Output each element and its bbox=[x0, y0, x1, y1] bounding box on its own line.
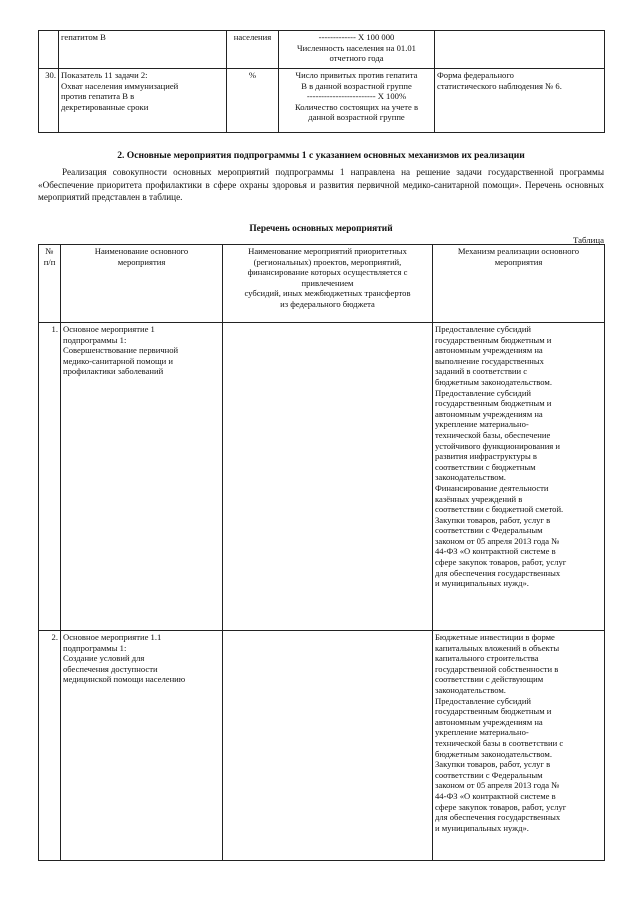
projects-cell bbox=[223, 631, 433, 861]
measures-table bbox=[38, 244, 605, 861]
unit-cell: населения bbox=[227, 31, 279, 69]
mechanism-cell: Предоставление субсидий государственным бюджетным и автономным учреждениям на выполнение государственных заданий в соответствии с бюджетным законодательством. Предоставление субсидий государственным бюджетным и автономным учреждениям на укрепление материально- технической базы, обеспечение устойчивого функционирования и развития инфраструктуры в соответствии с бюджетным законодательством. Финансирование деятельности казённых учреждений в соответствии с бюджетной сметой. Закупки товаров, работ, услуг в соответствии с Федеральным законом от 05 апреля 2013 года № 44-ФЗ «О контрактной системе в сфере закупок товаров, работ, услуг для обеспечения государственных и муниципальных нужд». bbox=[433, 323, 605, 631]
table-header-row bbox=[39, 245, 605, 323]
formula-cell: Число привитых против гепатита В в данной возрастной группе ------------------------ Х 100% Количество состоящих на учете в данной возрастной группе bbox=[279, 69, 435, 133]
header-mechanism: Механизм реализации основного мероприятия bbox=[433, 245, 605, 323]
table-row bbox=[39, 31, 605, 69]
projects-cell bbox=[223, 323, 433, 631]
mechanism-cell: Бюджетные инвестиции в форме капитальных вложений в объекты капитального строительства государственной собственности в соответствии с действующим законодательством. Предоставление субсидий государственным бюджетным и автономным учреждениям на укрепление материально- технической базы в соответствии с бюджетным законодательством. Закупки товаров, работ, услуг в соответствии с Федеральным законом от 05 апреля 2013 года № 44-ФЗ «О контрактной системе в сфере закупок товаров, работ, услуг для обеспечения государственных и муниципальных нужд». bbox=[433, 631, 605, 861]
table-row bbox=[39, 323, 605, 631]
row-number: 2. bbox=[39, 631, 61, 861]
row-number: 30. bbox=[39, 69, 59, 133]
header-projects: Наименование мероприятий приоритетных (региональных) проектов, мероприятий, финансирование которых осуществляется с привлечением субсидий, иных межбюджетных трансфертов из федерального бюджета bbox=[223, 245, 433, 323]
header-number: № п/п bbox=[39, 245, 61, 323]
unit-cell: % bbox=[227, 69, 279, 133]
formula-cell: ------------- Х 100 000 Численность населения на 01.01 отчетного года bbox=[279, 31, 435, 69]
table-row bbox=[39, 631, 605, 861]
source-cell bbox=[435, 31, 605, 69]
indicator-table bbox=[38, 30, 605, 133]
section-paragraph: Реализация совокупности основных мероприятий подпрограммы 1 направлена на решение задачи государственной программы «Обеспечение приоритета профилактики в сфере охраны здоровья и развития первичной медико-санитарной помощи». Перечень основных мероприятий представлен в таблице. bbox=[38, 167, 604, 203]
section-title: 2. Основные мероприятия подпрограммы 1 с указанием основных механизмов их реализации bbox=[117, 150, 525, 161]
source-cell: Форма федерального статистического наблюдения № 6. bbox=[435, 69, 605, 133]
indicator-name: гепатитом В bbox=[59, 31, 227, 69]
table-row bbox=[39, 69, 605, 133]
list-title: Перечень основных мероприятий bbox=[249, 224, 393, 234]
indicator-name: Показатель 11 задачи 2: Охват населения иммунизацией против гепатита В в декретированные сроки bbox=[59, 69, 227, 133]
measure-name: Основное мероприятие 1.1 подпрограммы 1: Создание условий для обеспечения доступности медицинской помощи населению bbox=[61, 631, 223, 861]
header-measure-name: Наименование основного мероприятия bbox=[61, 245, 223, 323]
measure-name: Основное мероприятие 1 подпрограммы 1: Совершенствование первичной медико-санитарной помощи и профилактики заболеваний bbox=[61, 323, 223, 631]
row-number bbox=[39, 31, 59, 69]
row-number: 1. bbox=[39, 323, 61, 631]
table-label: Таблица bbox=[572, 235, 604, 245]
